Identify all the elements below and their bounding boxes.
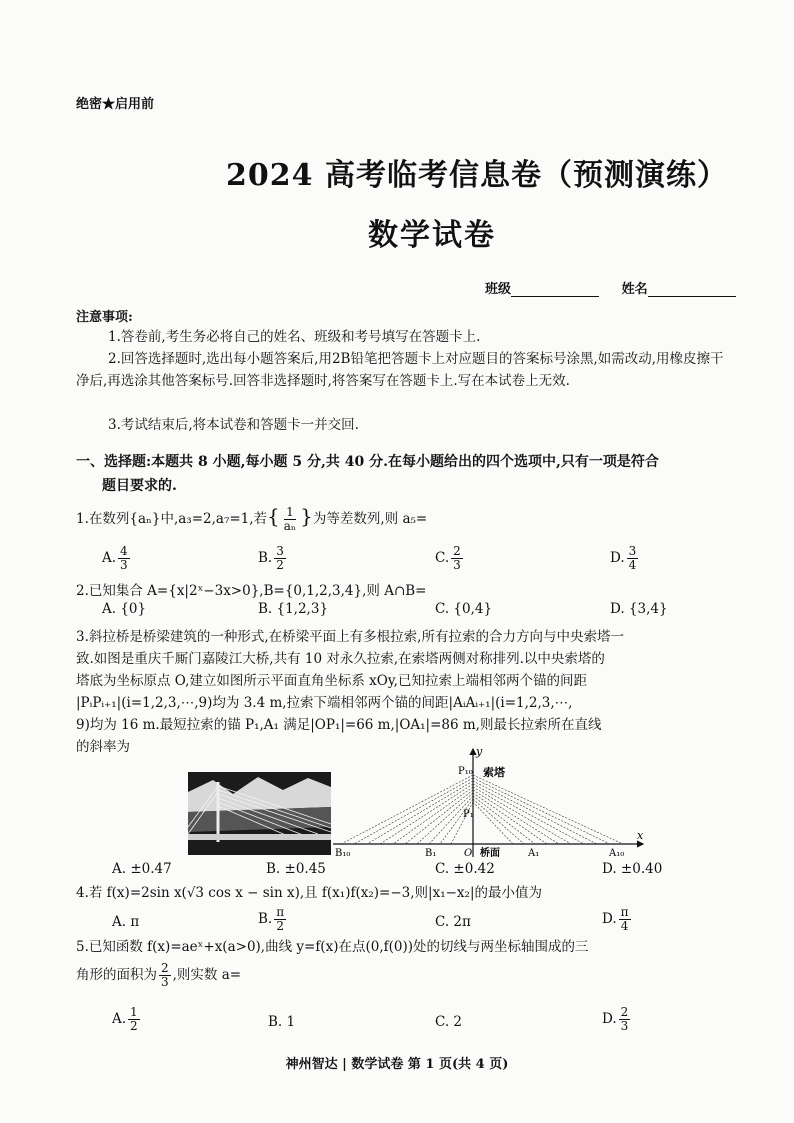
q3-option-a: A. ±0.47 — [112, 861, 172, 877]
note-item-3: 3.考试结束后,将本试卷和答题卡一并交回. — [108, 417, 359, 433]
q5-line2-post: ,则实数 a= — [172, 967, 242, 983]
exam-title: 2024 高考临考信息卷（预测演练） — [226, 158, 728, 193]
q5-option-a: A. $\frac{1}{2}$ — [112, 1005, 138, 1033]
x-axis-label: x — [637, 829, 644, 842]
name-label: 姓名 — [621, 282, 648, 297]
q1-stem-pre: 1.在数列{aₙ}中,a₃=2,a₇=1,若 — [76, 511, 268, 527]
notes-heading: 注意事项: — [76, 310, 133, 325]
q3-option-d: D. ±0.40 — [602, 861, 663, 877]
question-4-stem: 4.若 f(x)=2sin x(√3 cos x − sin x),且 f(x₁)f(x₂)=−3,则|x₁−x₂|的最小值为 — [76, 885, 542, 901]
b1-label: B₁ — [425, 848, 437, 859]
question-2-stem: 2.已知集合 A={x|2ˣ−3x>0},B={0,1,2,3,4},则 A∩B= — [76, 583, 427, 599]
y-axis-label: y — [476, 745, 483, 758]
note-item-2: 2.回答选择题时,选出每小题答案后,用2B铅笔把答题卡上对应题目的答案标号涂黑,如需改动,用橡皮擦干净后,再选涂其他答案标号.回答非选择题时,将答案写在答题卡上.写在本试卷上无效. — [76, 351, 724, 389]
q4-option-d: D. $\frac{\pi}{4}$ — [602, 905, 629, 933]
q3-line-2: 致.如图是重庆千厮门嘉陵江大桥,共有 10 对永久拉索,在索塔两侧对称排列.以中央索塔的 — [76, 651, 605, 667]
question-1-stem: 1.在数列{aₙ}中,a₃=2,a₇=1,若{ $\frac{1}{\text{aₙ}}$ }为等差数列,则 a₅= — [76, 504, 428, 533]
confidential-label: 绝密★启用前 — [76, 97, 155, 112]
q1-frac-num: 1 — [286, 505, 294, 519]
a10-label: A₁₀ — [609, 848, 625, 859]
student-info — [485, 278, 736, 297]
a1-label: A₁ — [528, 848, 540, 859]
q3-option-c: C. ±0.42 — [435, 861, 495, 877]
q3-line-3: 塔底为坐标原点 O,建立如图所示平面直角坐标系 xOy,已知拉索上端相邻两个锚的间距 — [76, 673, 587, 689]
cable-lines — [341, 775, 623, 844]
q5-fraction: $\frac{2}{3}$ — [161, 961, 169, 989]
q3-line-1: 3.斜拉桥是桥梁建筑的一种形式,在桥梁平面上有多根拉索,所有拉索的合力方向与中央索塔一 — [76, 629, 624, 645]
p10-label: P₁₀ — [458, 766, 473, 777]
question-3-stem — [76, 626, 746, 758]
question-5-stem-line-2 — [76, 962, 746, 989]
b10-label: B₁₀ — [335, 848, 351, 859]
q2-option-a: A. {0} — [102, 601, 147, 617]
name-blank — [648, 284, 736, 297]
q3-line-5: 9)均为 16 m.最短拉索的锚 P₁,A₁ 满足|OP₁|=66 m,|OA₁|=86 m,则最长拉索所在直线 — [76, 717, 602, 733]
q1-stem-post: 为等差数列,则 a₅= — [312, 511, 428, 527]
question-5-stem-line-1: 5.已知函数 f(x)=aeˣ+x(a>0),曲线 y=f(x)在点(0,f(0))处的切线与两坐标轴围成的三 — [76, 939, 589, 955]
section-line-1: 一、选择题:本题共 8 小题,每小题 5 分,共 40 分.在每小题给出的四个选项中,只有一项是符合 — [76, 454, 659, 470]
origin-label: O — [464, 848, 473, 859]
exam-subtitle: 数学试卷 — [368, 218, 496, 253]
q1-frac-den: aₙ — [283, 519, 297, 533]
deck-label: 桥面 — [480, 848, 500, 859]
bridge-diagram — [333, 745, 653, 863]
q5-line2-pre: 角形的面积为 — [76, 967, 157, 983]
q3-option-b: B. ±0.45 — [266, 861, 326, 877]
p1-label: P₁ — [463, 809, 474, 820]
note-item-1: 1.答卷前,考生务必将自己的姓名、班级和考号填写在答题卡上. — [108, 329, 481, 345]
bridge-photo — [188, 772, 331, 855]
q2-option-b: B. {1,2,3} — [258, 601, 329, 617]
class-label: 班级 — [485, 282, 512, 297]
q5-option-c: C. 2 — [435, 1014, 463, 1030]
q2-option-d: D. {3,4} — [610, 601, 668, 617]
q1-option-b: B. $\frac{3}{2}$ — [258, 544, 284, 572]
q1-option-d: D. $\frac{3}{4}$ — [610, 544, 637, 572]
q4-option-b: B. $\frac{\pi}{2}$ — [258, 905, 285, 933]
section-heading — [76, 450, 746, 498]
page-footer: 神州智达 | 数学试卷 第 1 页(共 4 页) — [285, 1057, 509, 1072]
q1-fraction — [282, 506, 298, 533]
section-line-2: 题目要求的. — [102, 478, 177, 494]
q3-line-6: 的斜率为 — [76, 739, 130, 755]
tower-label: 索塔 — [483, 766, 505, 779]
class-blank — [511, 284, 599, 297]
q1-option-c: C. $\frac{2}{3}$ — [435, 544, 461, 572]
q1-option-a: A. $\frac{4}{3}$ — [102, 544, 128, 572]
q4-option-c: C. 2π — [435, 914, 471, 930]
q2-option-c: C. {0,4} — [435, 601, 493, 617]
q4-option-a: A. π — [112, 914, 140, 930]
q5-option-d: D. $\frac{2}{3}$ — [602, 1005, 629, 1033]
q5-option-b: B. 1 — [268, 1014, 296, 1030]
q3-line-4: |PᵢPᵢ₊₁|(i=1,2,3,⋯,9)均为 3.4 m,拉索下端相邻两个锚的间距|AᵢAᵢ₊₁|(i=1,2,3,⋯, — [76, 695, 573, 711]
